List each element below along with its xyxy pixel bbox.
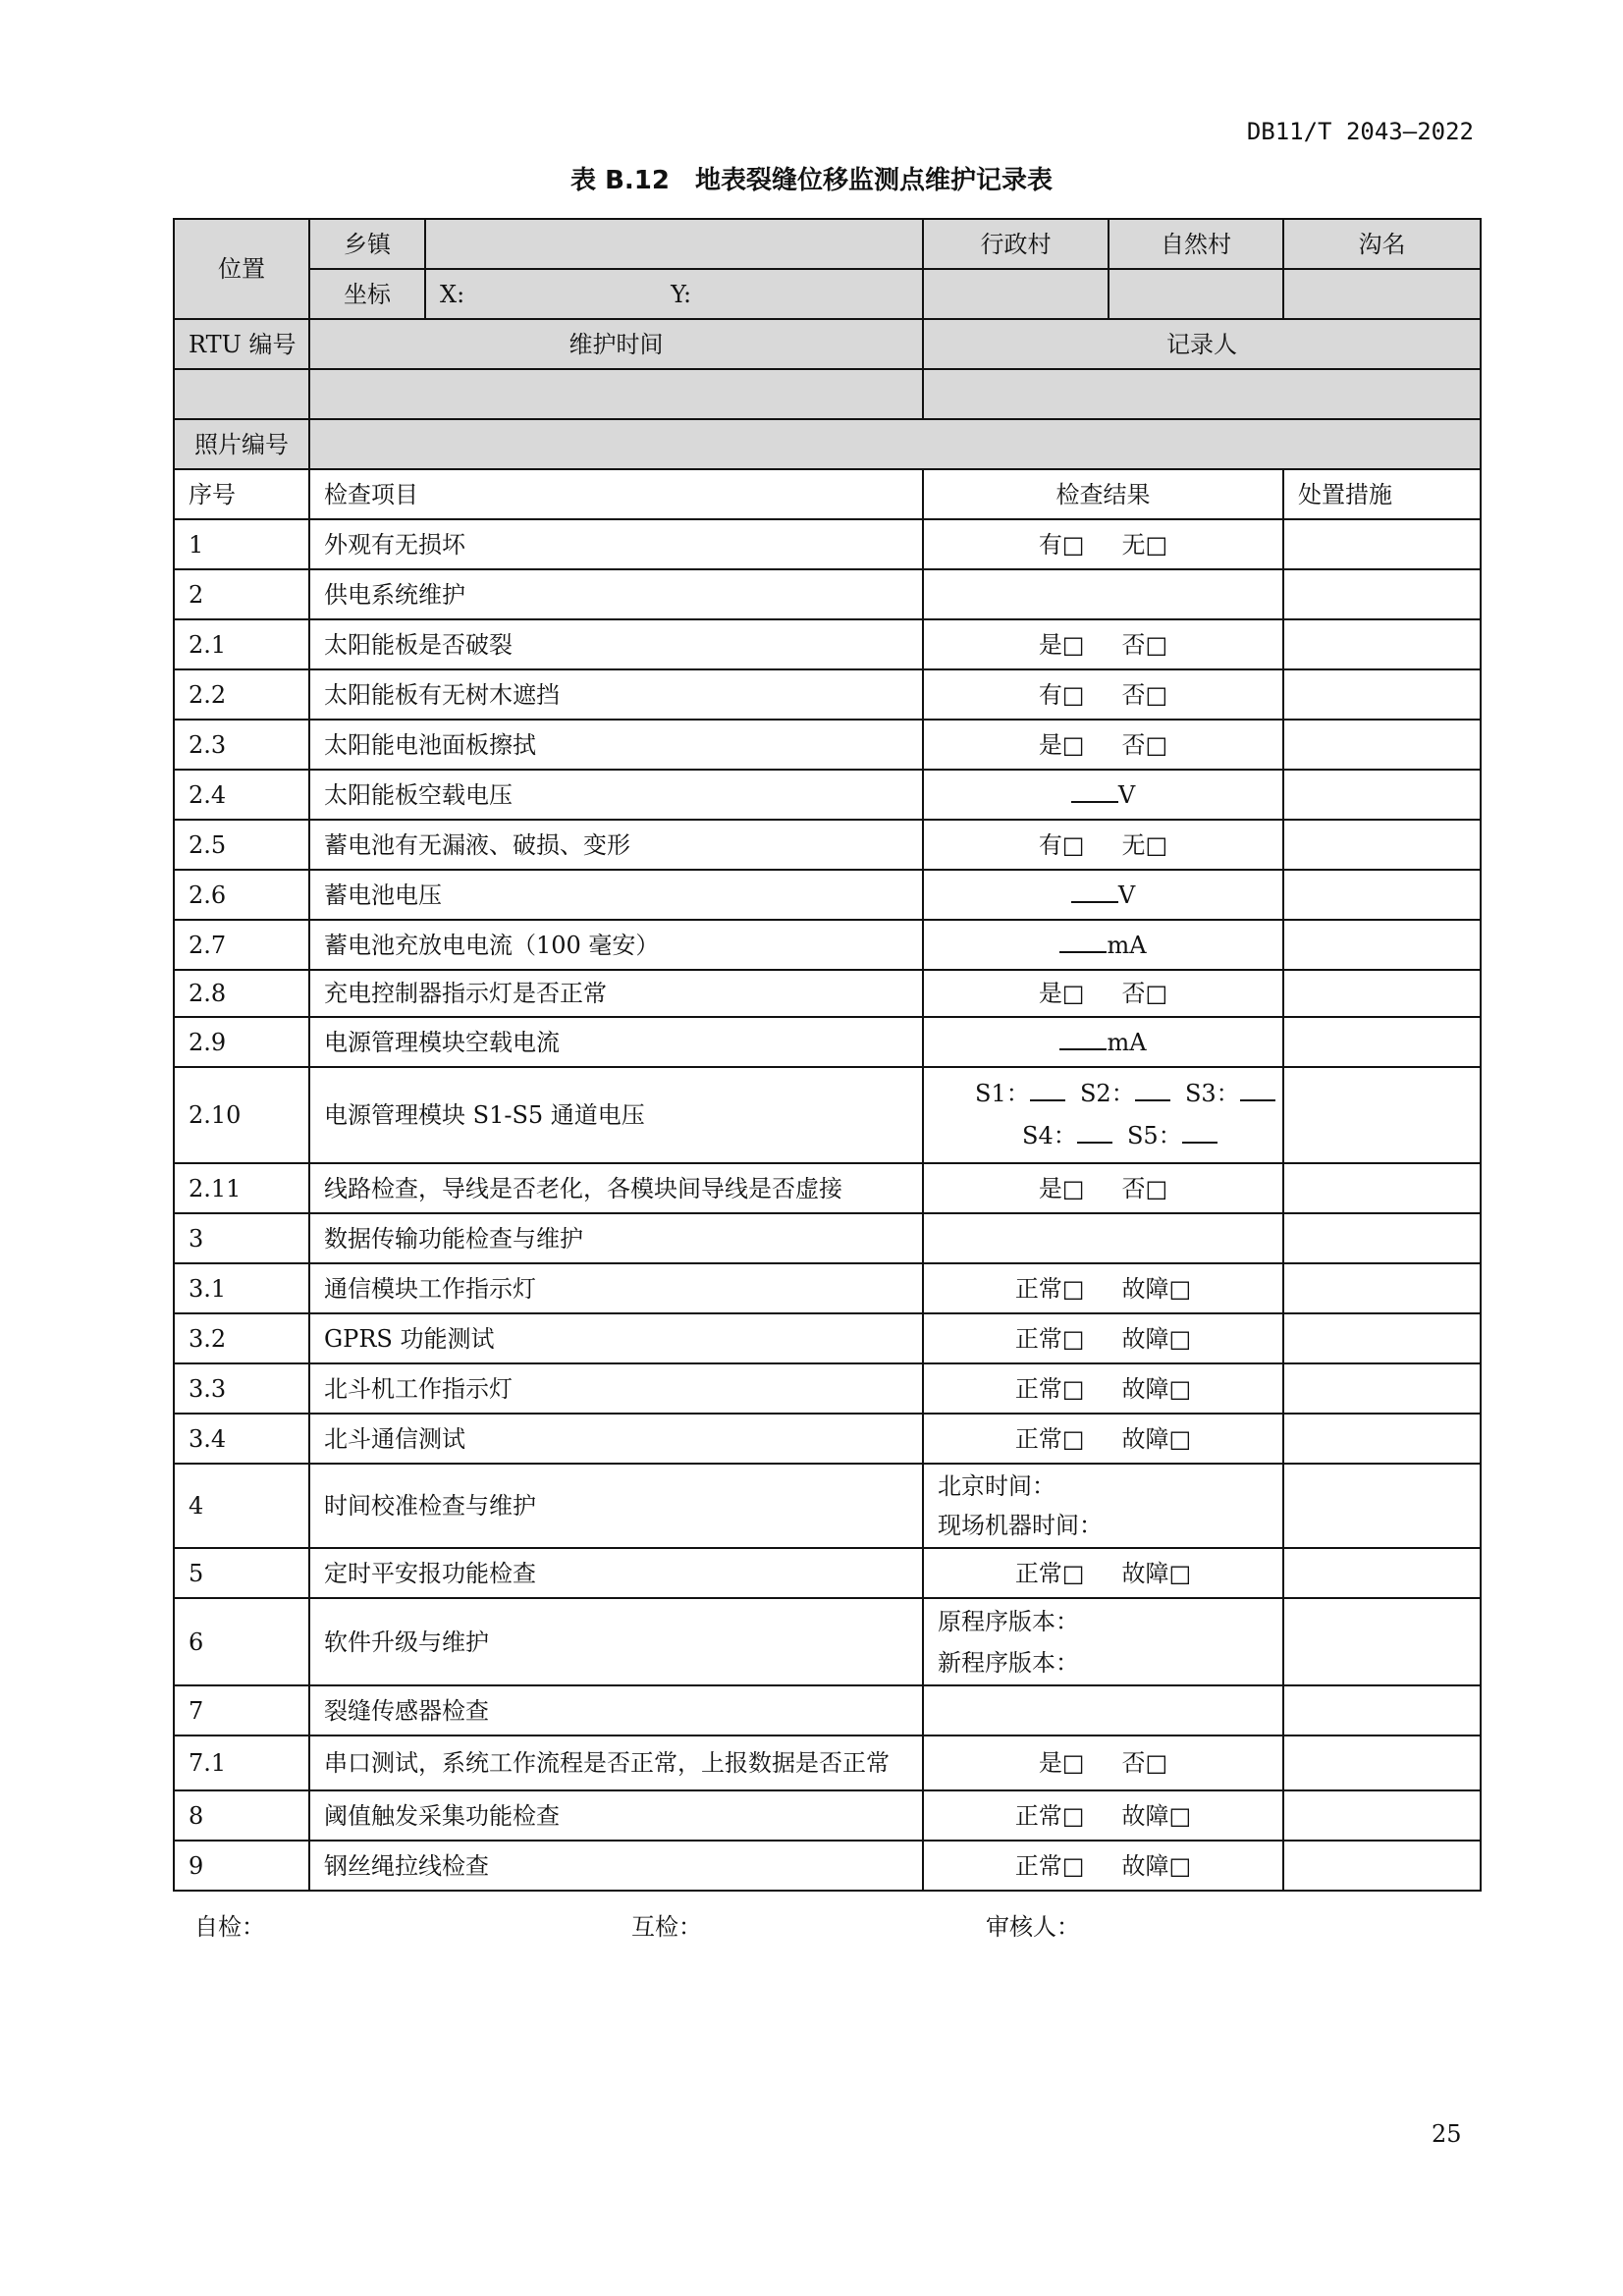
photo-label: 照片编号 <box>174 419 309 469</box>
row-result[interactable] <box>923 1263 1283 1313</box>
row-item: 太阳能电池面板擦拭 <box>309 720 923 770</box>
option-2[interactable]: 故障□ <box>1121 1559 1192 1587</box>
photo-value[interactable] <box>309 419 1481 469</box>
row-seq: 2.6 <box>174 870 309 920</box>
row-seq: 2.7 <box>174 920 309 970</box>
row-seq: 8 <box>174 1790 309 1841</box>
col-result: 检查结果 <box>923 469 1283 519</box>
table-row <box>174 820 1481 870</box>
row-action[interactable] <box>1283 1067 1481 1163</box>
row-seq: 1 <box>174 519 309 569</box>
option-2[interactable]: 故障□ <box>1121 1801 1192 1830</box>
table-title <box>0 160 1623 196</box>
option-2[interactable]: 故障□ <box>1121 1424 1192 1453</box>
table-row <box>174 1017 1481 1067</box>
option-1[interactable]: 有□ <box>1038 680 1085 709</box>
row-seq: 2.1 <box>174 619 309 669</box>
row-item: 电源管理模块 S1-S5 通道电压 <box>309 1067 923 1163</box>
unit: V <box>1117 881 1136 909</box>
table-row <box>174 1464 1481 1548</box>
row-result[interactable] <box>923 970 1283 1017</box>
row-result[interactable] <box>923 720 1283 770</box>
row-action[interactable] <box>1283 720 1481 770</box>
reviewer-label: 审核人： <box>986 1913 1080 1941</box>
coords-label: 坐标 <box>309 269 425 319</box>
row-seq: 2.5 <box>174 820 309 870</box>
device-time-label: 现场机器时间： <box>938 1512 1103 1539</box>
row-action[interactable] <box>1283 1735 1481 1790</box>
option-1[interactable]: 正常□ <box>1014 1324 1085 1353</box>
channel-s1: S1： <box>975 1080 1030 1107</box>
row-item: 供电系统维护 <box>309 569 923 619</box>
channel-s2: S2： <box>1079 1080 1135 1107</box>
maintenance-record-table <box>173 218 1482 1892</box>
admin-village-value[interactable] <box>923 269 1109 319</box>
channel-line-2 <box>938 1115 1269 1157</box>
row-action[interactable] <box>1283 1263 1481 1313</box>
row-result[interactable] <box>923 870 1283 920</box>
row-seq: 4 <box>174 1464 309 1548</box>
row-action[interactable] <box>1283 1685 1481 1735</box>
maint-time-label: 维护时间 <box>309 319 923 369</box>
col-action: 处置措施 <box>1283 469 1481 519</box>
row-action[interactable] <box>1283 970 1481 1017</box>
table-row <box>174 1790 1481 1841</box>
table-row <box>174 1685 1481 1735</box>
row-action[interactable] <box>1283 669 1481 720</box>
row-seq: 5 <box>174 1548 309 1598</box>
row-result[interactable] <box>923 1735 1283 1790</box>
option-1[interactable]: 是□ <box>1038 730 1085 759</box>
row-action[interactable] <box>1283 1017 1481 1067</box>
option-1[interactable]: 是□ <box>1038 630 1085 659</box>
blank-line[interactable] <box>1059 1029 1107 1050</box>
row-item: GPRS 功能测试 <box>309 1313 923 1363</box>
blank-line[interactable] <box>1077 1122 1112 1144</box>
row-seq: 3.3 <box>174 1363 309 1414</box>
row-result[interactable] <box>923 1548 1283 1598</box>
row-item: 太阳能板是否破裂 <box>309 619 923 669</box>
row-result[interactable] <box>923 1067 1283 1163</box>
row-result[interactable] <box>923 1313 1283 1363</box>
row-action[interactable] <box>1283 569 1481 619</box>
row-result[interactable] <box>923 1363 1283 1414</box>
page-number: 25 <box>1432 2120 1462 2148</box>
row-result[interactable] <box>923 1598 1283 1685</box>
table-row <box>174 1841 1481 1891</box>
row-seq: 2.11 <box>174 1163 309 1213</box>
option-1[interactable]: 正常□ <box>1014 1374 1085 1403</box>
row-result[interactable] <box>923 820 1283 870</box>
option-2[interactable]: 无□ <box>1121 530 1168 559</box>
row-item: 充电控制器指示灯是否正常 <box>309 970 923 1017</box>
location-label: 位置 <box>174 219 309 319</box>
table-row <box>174 619 1481 669</box>
blank-line[interactable] <box>1071 781 1118 803</box>
channel-line-1 <box>938 1073 1269 1115</box>
channel-s4: S4： <box>1022 1122 1077 1149</box>
row-item: 蓄电池有无漏液、破损、变形 <box>309 820 923 870</box>
row-action[interactable] <box>1283 1414 1481 1464</box>
row-seq: 3.4 <box>174 1414 309 1464</box>
row-result[interactable] <box>923 519 1283 569</box>
unit: V <box>1117 780 1136 809</box>
table-number: 表 B.12 <box>570 166 670 195</box>
table-row <box>174 519 1481 569</box>
option-1[interactable]: 正常□ <box>1014 1851 1085 1880</box>
row-action[interactable] <box>1283 1313 1481 1363</box>
y-label: Y: <box>671 280 692 308</box>
row-item: 软件升级与维护 <box>309 1598 923 1685</box>
table-row <box>174 1548 1481 1598</box>
row-item: 外观有无损坏 <box>309 519 923 569</box>
row-item: 通信模块工作指示灯 <box>309 1263 923 1313</box>
row-result[interactable] <box>923 1841 1283 1891</box>
row-action[interactable] <box>1283 1213 1481 1263</box>
row-action[interactable] <box>1283 920 1481 970</box>
row-result[interactable] <box>923 569 1283 619</box>
row-action[interactable] <box>1283 1464 1481 1548</box>
row-result[interactable] <box>923 1790 1283 1841</box>
row-action[interactable] <box>1283 770 1481 820</box>
rtu-label: RTU 编号 <box>174 319 309 369</box>
x-label: X: <box>440 280 465 308</box>
row-item: 线路检查，导线是否老化，各模块间导线是否虚接 <box>309 1163 923 1213</box>
option-1[interactable]: 正常□ <box>1014 1801 1085 1830</box>
table-row <box>174 1067 1481 1163</box>
row-result[interactable] <box>923 920 1283 970</box>
row-seq: 2.4 <box>174 770 309 820</box>
option-1[interactable]: 正常□ <box>1014 1424 1085 1453</box>
row-action[interactable] <box>1283 820 1481 870</box>
row-action[interactable] <box>1283 1363 1481 1414</box>
row-result[interactable] <box>923 770 1283 820</box>
option-2[interactable]: 故障□ <box>1121 1374 1192 1403</box>
option-1[interactable]: 是□ <box>1038 980 1085 1007</box>
row-seq: 7.1 <box>174 1735 309 1790</box>
option-2[interactable]: 故障□ <box>1121 1851 1192 1880</box>
row-action[interactable] <box>1283 1598 1481 1685</box>
new-version-label: 新程序版本： <box>938 1648 1079 1677</box>
row-action[interactable] <box>1283 1548 1481 1598</box>
row-action[interactable] <box>1283 1790 1481 1841</box>
old-version-label: 原程序版本： <box>938 1607 1079 1635</box>
row-item: 定时平安报功能检查 <box>309 1548 923 1598</box>
document-code: DB11/T 2043—2022 <box>1246 118 1474 145</box>
col-item: 检查项目 <box>309 469 923 519</box>
blank-line[interactable] <box>1182 1122 1217 1144</box>
table-row <box>174 770 1481 820</box>
option-2[interactable]: 无□ <box>1121 830 1168 859</box>
option-1[interactable]: 正常□ <box>1014 1274 1085 1303</box>
row-action[interactable] <box>1283 1841 1481 1891</box>
table-row <box>174 669 1481 720</box>
row-action[interactable] <box>1283 519 1481 569</box>
row-seq: 2.2 <box>174 669 309 720</box>
row-seq: 2.10 <box>174 1067 309 1163</box>
option-1[interactable]: 有□ <box>1038 530 1085 559</box>
coords-value[interactable] <box>425 269 923 319</box>
option-2[interactable]: 否□ <box>1121 1174 1168 1202</box>
row-seq: 9 <box>174 1841 309 1891</box>
admin-village-label: 行政村 <box>923 219 1109 269</box>
row-item: 太阳能板有无树木遮挡 <box>309 669 923 720</box>
unit: mA <box>1107 931 1147 959</box>
table-title-text: 地表裂缝位移监测点维护记录表 <box>694 166 1053 195</box>
row-seq: 6 <box>174 1598 309 1685</box>
row-seq: 2 <box>174 569 309 619</box>
blank-line[interactable] <box>1059 932 1107 953</box>
recorder-value[interactable] <box>923 369 1481 419</box>
option-1[interactable]: 是□ <box>1038 1749 1085 1777</box>
row-action[interactable] <box>1283 1163 1481 1213</box>
row-seq: 7 <box>174 1685 309 1735</box>
table-row <box>174 569 1481 619</box>
table-row <box>174 970 1481 1017</box>
option-2[interactable]: 否□ <box>1121 980 1168 1007</box>
row-result[interactable] <box>923 1464 1283 1548</box>
row-item: 北斗通信测试 <box>309 1414 923 1464</box>
table-row <box>174 1213 1481 1263</box>
option-2[interactable]: 故障□ <box>1121 1274 1192 1303</box>
table-row <box>174 1163 1481 1213</box>
channel-s3: S3： <box>1184 1080 1240 1107</box>
row-action[interactable] <box>1283 619 1481 669</box>
row-seq: 2.8 <box>174 970 309 1017</box>
row-result[interactable] <box>923 619 1283 669</box>
natural-village-label: 自然村 <box>1109 219 1283 269</box>
option-2[interactable]: 否□ <box>1121 680 1168 709</box>
rtu-value[interactable] <box>174 369 309 419</box>
row-item: 时间校准检查与维护 <box>309 1464 923 1548</box>
recorder-label: 记录人 <box>923 319 1481 369</box>
unit: mA <box>1107 1028 1147 1056</box>
option-2[interactable]: 否□ <box>1121 730 1168 759</box>
table-row <box>174 720 1481 770</box>
table-row <box>174 1598 1481 1685</box>
row-result[interactable] <box>923 1213 1283 1263</box>
gully-value[interactable] <box>1283 269 1481 319</box>
mutual-check-label: 互检： <box>631 1913 702 1941</box>
natural-village-value[interactable] <box>1109 269 1283 319</box>
row-result[interactable] <box>923 1163 1283 1213</box>
blank-line[interactable] <box>1135 1080 1170 1101</box>
gully-label: 沟名 <box>1283 219 1481 269</box>
option-1[interactable]: 正常□ <box>1014 1559 1085 1587</box>
row-item: 串口测试，系统工作流程是否正常，上报数据是否正常 <box>309 1735 923 1790</box>
row-item: 蓄电池充放电电流（100 毫安） <box>309 920 923 970</box>
option-2[interactable]: 否□ <box>1121 1749 1168 1777</box>
option-2[interactable]: 否□ <box>1121 630 1168 659</box>
table-row <box>174 1735 1481 1790</box>
row-item: 太阳能板空载电压 <box>309 770 923 820</box>
row-item: 蓄电池电压 <box>309 870 923 920</box>
row-seq: 2.3 <box>174 720 309 770</box>
self-check-label: 自检： <box>194 1913 265 1941</box>
row-seq: 3 <box>174 1213 309 1263</box>
row-result[interactable] <box>923 669 1283 720</box>
row-seq: 3.1 <box>174 1263 309 1313</box>
blank-line[interactable] <box>1071 881 1118 903</box>
col-seq: 序号 <box>174 469 309 519</box>
table-row <box>174 920 1481 970</box>
row-item: 裂缝传感器检查 <box>309 1685 923 1735</box>
table-row <box>174 1414 1481 1464</box>
beijing-time-label: 北京时间： <box>938 1472 1055 1500</box>
row-seq: 2.9 <box>174 1017 309 1067</box>
row-action[interactable] <box>1283 870 1481 920</box>
row-item: 电源管理模块空载电流 <box>309 1017 923 1067</box>
township-label: 乡镇 <box>309 219 425 269</box>
table-row <box>174 1313 1481 1363</box>
option-2[interactable]: 故障□ <box>1121 1324 1192 1353</box>
blank-line[interactable] <box>1030 1080 1065 1101</box>
channel-s5: S5： <box>1126 1122 1182 1149</box>
township-value[interactable] <box>425 219 923 269</box>
row-result[interactable] <box>923 1017 1283 1067</box>
table-row <box>174 870 1481 920</box>
maint-time-value[interactable] <box>309 369 923 419</box>
row-item: 北斗机工作指示灯 <box>309 1363 923 1414</box>
option-1[interactable]: 是□ <box>1038 1174 1085 1202</box>
row-item: 钢丝绳拉线检查 <box>309 1841 923 1891</box>
option-1[interactable]: 有□ <box>1038 830 1085 859</box>
row-result[interactable] <box>923 1414 1283 1464</box>
table-row <box>174 1263 1481 1313</box>
row-result[interactable] <box>923 1685 1283 1735</box>
row-item: 数据传输功能检查与维护 <box>309 1213 923 1263</box>
table-row <box>174 1363 1481 1414</box>
row-seq: 3.2 <box>174 1313 309 1363</box>
blank-line[interactable] <box>1240 1080 1275 1101</box>
row-item: 阈值触发采集功能检查 <box>309 1790 923 1841</box>
